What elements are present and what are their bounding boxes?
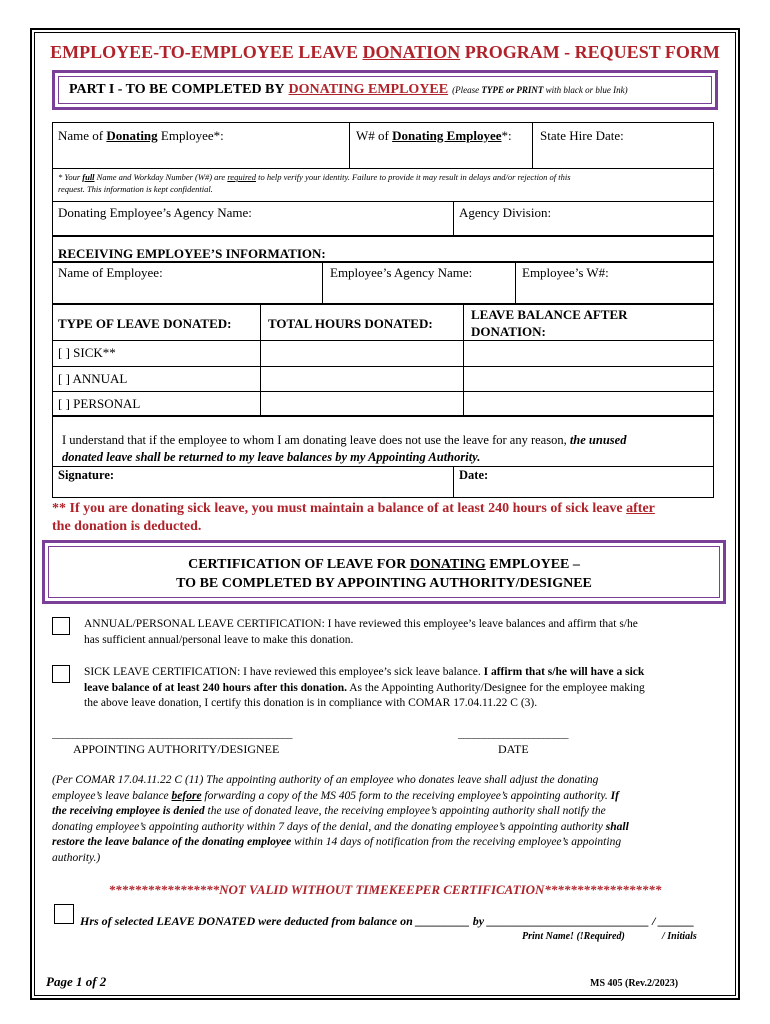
donor-agency-field[interactable]: Donating Employee’s Agency Name: (58, 205, 252, 220)
form-number: MS 405 (Rev.2/2023) (590, 978, 679, 989)
print-name-label: Print Name! (!Required) (522, 931, 625, 942)
timekeeper-line: Hrs of selected LEAVE DONATED were deducted from balance on _________ by ___________________________ / ______ (80, 914, 695, 928)
authority-label: APPOINTING AUTHORITY/DESIGNEE (73, 742, 280, 756)
annual-cert-checkbox[interactable] (52, 617, 70, 635)
part1-note: (Please TYPE or PRINT with black or blue Ink) (452, 85, 628, 95)
receiving-name-field[interactable]: Name of Employee: (58, 265, 163, 280)
donor-name-field[interactable]: Name of Donating Employee*: (58, 128, 224, 143)
part1-label: PART I - TO BE COMPLETED BY (69, 82, 285, 97)
leave-row-sick[interactable]: [ ] SICK** (58, 345, 116, 360)
col-hours-header: TOTAL HOURS DONATED: (268, 316, 433, 331)
authority-signature-line[interactable]: ________________________________________________ (52, 728, 292, 740)
identity-footnote: * Your full Name and Workday Number (W#) are required to help verify your identity. Failure to provide it may result in delays and/or rejection of this request. This information is kept confidential. (58, 172, 571, 194)
sick-cert-checkbox[interactable] (52, 665, 70, 683)
receiving-w-field[interactable]: Employee’s W#: (522, 265, 609, 280)
donor-division-field[interactable]: Agency Division: (459, 205, 552, 220)
form-title: EMPLOYEE-TO-EMPLOYEE LEAVE DONATION PROGRAM - REQUEST FORM (50, 42, 720, 62)
leave-row-annual[interactable]: [ ] ANNUAL (58, 371, 128, 386)
receiving-agency-field[interactable]: Employee’s Agency Name: (330, 265, 473, 280)
col-balance-header: LEAVE BALANCE AFTER DONATION: (471, 307, 628, 339)
sick-cert-text: SICK LEAVE CERTIFICATION: I have reviewed this employee’s sick leave balance. I affirm that s/he will have a sick leave balance of at least 240 hours after this donation. As the Appointing Authority/Designee for the employee making the above leave donation, I certify this donation is in compliance with COMAR 17.04.11.22 C (3). (84, 666, 645, 709)
signature-date-field[interactable]: Date: (459, 468, 489, 482)
annual-cert-text: ANNUAL/PERSONAL LEAVE CERTIFICATION: I have reviewed this employee’s leave balances and affirm that s/he has sufficient annual/personal leave to make this donation. (84, 618, 638, 646)
part1-donating: DONATING EMPLOYEE (288, 82, 449, 97)
comar-paragraph: (Per COMAR 17.04.11.22 C (11) The appointing authority of an employee who donates leave shall adjust the donating employee’s leave balance before forwarding a copy of the MS 405 form to the receiving employee’s appointing authority. If the receiving employee is denied the use of donated leave, the receiving employee’s appointing authority shall notify the donating employee’s appointing authority within 7 days of the denial, and the donating employee’s appointing authority shall restore the leave balance of the donating employee within 14 days of notification from the receiving employee’s appointing authority.) (52, 774, 629, 864)
hire-date-field[interactable]: State Hire Date: (540, 128, 624, 143)
page-number: Page 1 of 2 (46, 974, 107, 989)
authority-date-label: DATE (498, 742, 529, 756)
certification-header: CERTIFICATION OF LEAVE FOR DONATING EMPLOYEE – TO BE COMPLETED BY APPOINTING AUTHORITY/DESIGNEE (42, 540, 726, 604)
receiving-header: RECEIVING EMPLOYEE’S INFORMATION: (58, 246, 326, 261)
signature-field[interactable]: Signature: (58, 468, 115, 482)
timekeeper-banner: *****************NOT VALID WITHOUT TIMEKEEPER CERTIFICATION****************** (108, 882, 662, 897)
acknowledgement-text: I understand that if the employee to whom I am donating leave does not use the leave for any reason, the unused donated leave shall be returned to my leave balances by my Appointing Authority. (62, 433, 627, 464)
sick-leave-warning: ** If you are donating sick leave, you must maintain a balance of at least 240 hours of sick leave after the donation is deducted. (52, 501, 655, 534)
timekeeper-checkbox[interactable] (54, 904, 74, 924)
authority-date-line[interactable]: ______________________ (458, 728, 568, 740)
col-type-header: TYPE OF LEAVE DONATED: (58, 316, 232, 331)
part1-header (52, 70, 718, 110)
initials-label: / Initials (662, 931, 697, 942)
donor-w-field[interactable]: W# of Donating Employee*: (356, 128, 512, 143)
leave-row-personal[interactable]: [ ] PERSONAL (58, 396, 141, 411)
